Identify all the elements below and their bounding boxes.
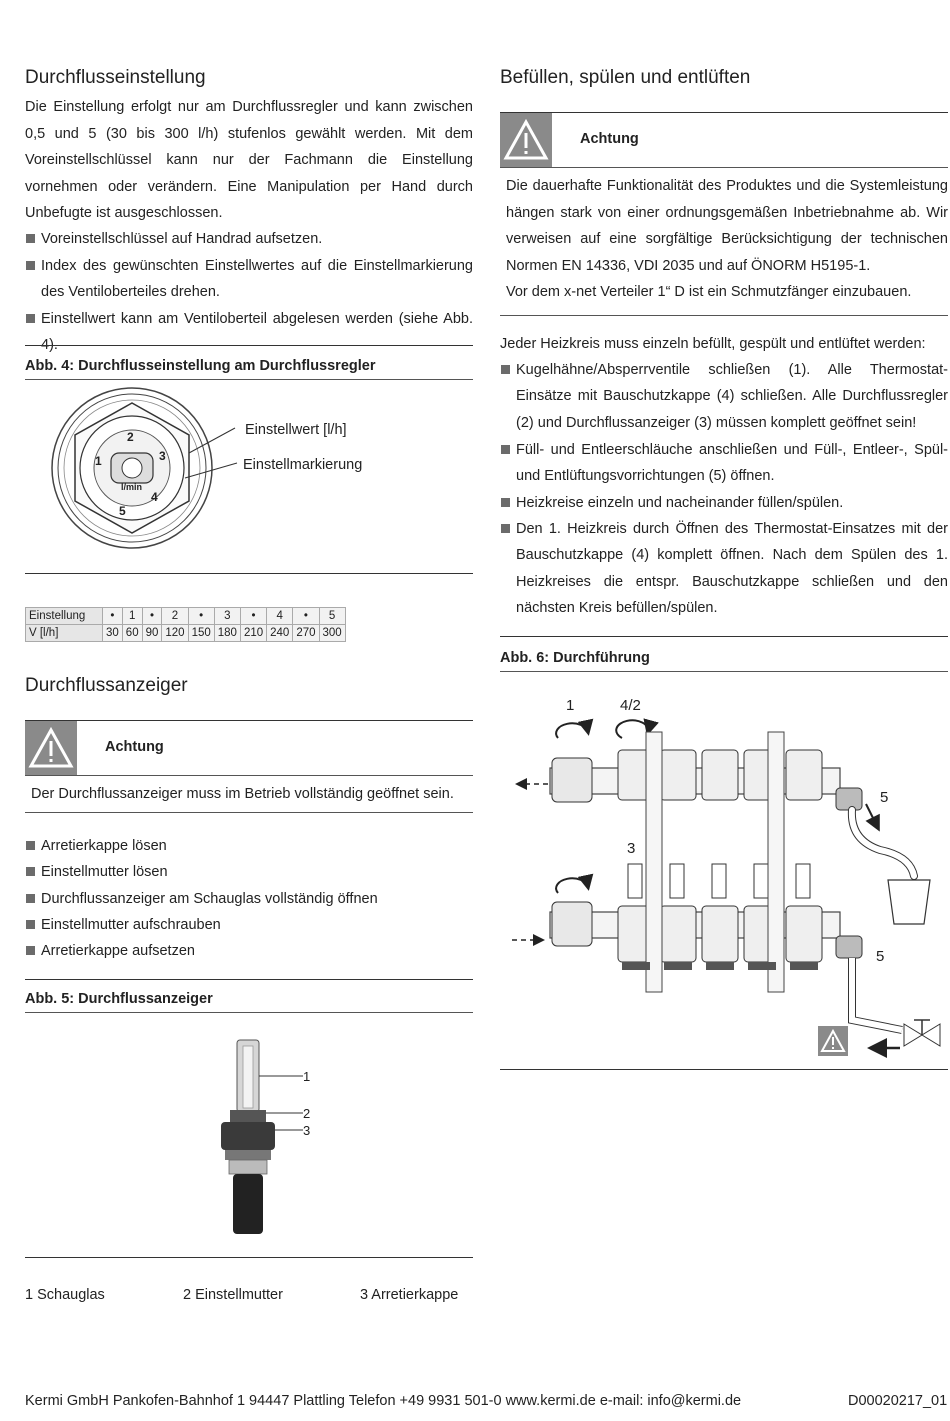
- flow-indicator-illustration: [25, 1030, 473, 1245]
- list-item: Index des gewünschten Einstellwertes auf die Einstellmarkierung des Ventiloberteiles drehen.: [25, 253, 473, 306]
- divider: [25, 979, 473, 980]
- table-cell: 240: [267, 625, 293, 642]
- flow-regulator-dial-illustration: [25, 383, 473, 573]
- divider: [500, 671, 948, 672]
- divider: [25, 812, 473, 813]
- table-cell: •: [240, 608, 266, 625]
- dial-digit-5: 5: [119, 504, 126, 518]
- list-item: Durchflussanzeiger am Schauglas vollständig öffnen: [25, 886, 473, 912]
- table-cell: 150: [188, 625, 214, 642]
- list-item: Kugelhähne/Absperrventile schließen (1). Alle Thermostat- Einsätze mit Bauschutzkappe (4) schließen. Alle Durchflussregler (2) und Durchflussanzeiger (3) müssen komplett geöffnet sein!: [500, 357, 948, 436]
- intro-text: Jeder Heizkreis muss einzeln befüllt, gespült und entlüftet werden:: [500, 336, 926, 352]
- setting-table: [25, 607, 346, 642]
- manifold-illustration: [500, 680, 948, 1065]
- legend-einstellmutter: 2 Einstellmutter: [183, 1287, 283, 1303]
- label-5-top: 5: [880, 789, 889, 806]
- figure-caption-abb6: Abb. 6: Durchführung: [500, 650, 650, 666]
- list-item: Voreinstellschlüssel auf Handrad aufsetzen.: [25, 226, 473, 252]
- table-cell: •: [103, 608, 123, 625]
- table-row: [26, 625, 346, 642]
- dial-digit-2: 2: [127, 430, 134, 444]
- figure-caption-abb5: Abb. 5: Durchflussanzeiger: [25, 991, 213, 1007]
- legend-arretierkappe: 3 Arretierkappe: [360, 1287, 459, 1303]
- divider: [500, 1069, 948, 1070]
- table-header-cell: V [l/h]: [26, 625, 103, 642]
- warning-icon: [25, 721, 77, 775]
- paragraph-durchflusseinstellung: Die Einstellung erfolgt nur am Durchflussregler und kann zwischen 0,5 und 5 (30 bis 300 l/h) stufenlos gewählt werden. Mit dem Voreinstellschlüssel kann nur der Fachmann die Einstellung vornehmen oder verändern. Eine Manipulation per Hand durch Unbefugte ist ausgeschlossen.: [25, 99, 473, 222]
- footer-doc-id: D00020217_01: [848, 1393, 948, 1409]
- table-cell: 60: [122, 625, 142, 642]
- list-item: Füll- und Entleerschläuche anschließen und Füll-, Entleer-, Spül- und Entlüftungsvorrichtungen (5) öffnen.: [500, 437, 948, 490]
- table-cell: 270: [293, 625, 319, 642]
- figure-caption-abb4: Abb. 4: Durchflusseinstellung am Durchflussregler: [25, 358, 376, 374]
- legend-schauglas: 1 Schauglas: [25, 1287, 105, 1303]
- label-einstellmarkierung: Einstellmarkierung: [243, 457, 363, 473]
- table-cell: 5: [319, 608, 345, 625]
- label-5-bottom: 5: [876, 948, 885, 965]
- table-cell: 90: [142, 625, 162, 642]
- divider: [25, 573, 473, 574]
- table-cell: •: [293, 608, 319, 625]
- section-title-durchflussanzeiger: Durchflussanzeiger: [25, 675, 188, 696]
- warning-label: Achtung: [105, 739, 164, 755]
- warning-label: Achtung: [580, 131, 639, 147]
- table-cell: •: [142, 608, 162, 625]
- table-cell: 30: [103, 625, 123, 642]
- label-3: 3: [627, 840, 636, 857]
- section-title-befuellen: Befüllen, spülen und entlüften: [500, 67, 751, 88]
- dial-unit: l/min: [121, 482, 143, 492]
- footer-address: Kermi GmbH Pankofen-Bahnhof 1 94447 Plattling Telefon +49 9931 501-0 www.kermi.de e-mail: info@kermi.de: [25, 1393, 742, 1409]
- divider: [25, 345, 473, 346]
- table-cell: 4: [267, 608, 293, 625]
- divider: [500, 636, 948, 637]
- callout-2: 2: [303, 1106, 311, 1121]
- table-cell: 300: [319, 625, 345, 642]
- dial-digit-4: 4: [151, 490, 158, 504]
- warning-icon: [500, 113, 552, 167]
- label-1: 1: [566, 697, 575, 714]
- section-title-durchflusseinstellung: Durchflusseinstellung: [25, 67, 206, 88]
- list-item: Einstellmutter lösen: [25, 859, 473, 885]
- list-item: Einstellwert kann am Ventiloberteil abgelesen werden (siehe Abb. 4).: [25, 306, 473, 359]
- callout-3: 3: [303, 1123, 311, 1138]
- table-cell: 120: [162, 625, 188, 642]
- warning-text: Der Durchflussanzeiger muss im Betrieb vollständig geöffnet sein.: [31, 786, 454, 802]
- callout-1: 1: [303, 1069, 311, 1084]
- divider: [25, 379, 473, 380]
- table-cell: 210: [240, 625, 266, 642]
- warning-box: [25, 720, 473, 776]
- warning-text-filter: Vor dem x-net Verteiler 1“ D ist ein Schmutzfänger einzubauen.: [506, 284, 912, 300]
- table-cell: •: [188, 608, 214, 625]
- divider: [500, 315, 948, 316]
- list-item: Einstellmutter aufschrauben: [25, 912, 473, 938]
- list-item: Arretierkappe aufsetzen: [25, 938, 473, 964]
- warning-box: [500, 112, 948, 168]
- list-item: Heizkreise einzeln und nacheinander füllen/spülen.: [500, 490, 948, 516]
- table-cell: 1: [122, 608, 142, 625]
- dial-digit-3: 3: [159, 449, 166, 463]
- dial-digit-1: 1: [95, 454, 102, 468]
- divider: [25, 1012, 473, 1013]
- label-einstellwert: Einstellwert [l/h]: [245, 422, 347, 438]
- divider: [25, 1257, 473, 1258]
- list-item: Den 1. Heizkreis durch Öffnen des Thermostat-Einsatzes mit der Bauschutzkappe (4) komplett öffnen. Nach dem Spülen des 1. Heizkreises die entspr. Bauschutzkappe schließen und den nächsten Kreis befüllen/spülen.: [500, 516, 948, 622]
- warning-text: Die dauerhafte Funktionalität des Produktes und die Systemleistung hängen stark von einer ordnungsgemäßen Inbetriebnahme ab. Wir verweisen auf eine sorgfältige Berücksichtigung der technischen Normen EN 14336, VDI 2035 und auf ÖNORM H5195-1.: [506, 178, 948, 274]
- table-cell: 180: [214, 625, 240, 642]
- list-item: Arretierkappe lösen: [25, 833, 473, 859]
- table-row: [26, 608, 346, 625]
- table-cell: 3: [214, 608, 240, 625]
- table-cell: 2: [162, 608, 188, 625]
- label-4-2: 4/2: [620, 697, 641, 714]
- table-header-cell: Einstellung: [26, 608, 103, 625]
